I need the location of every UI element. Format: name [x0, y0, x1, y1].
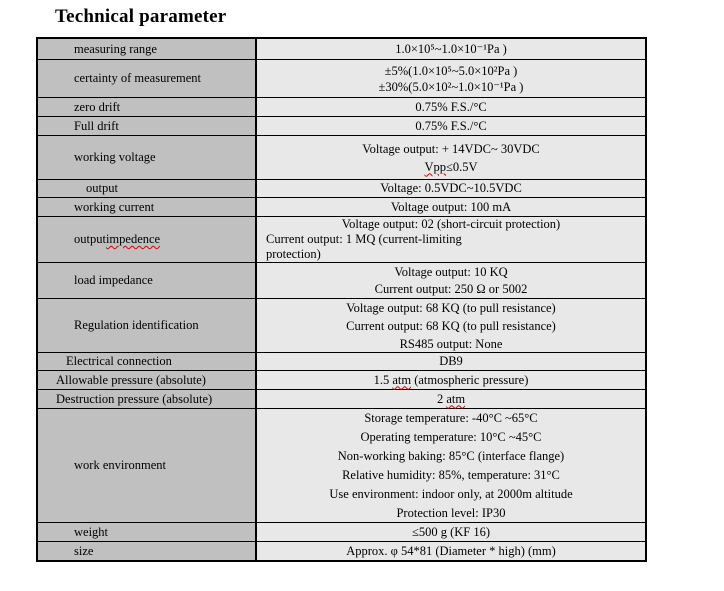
- table-row: [38, 59, 645, 97]
- table-row: [38, 216, 645, 262]
- value-line: 1.0×10⁵~1.0×10⁻¹Pa ): [395, 41, 507, 56]
- value-line: Voltage output: 68 KQ (to pull resistance): [346, 300, 556, 315]
- table-row: [38, 389, 645, 408]
- value-line: 2 atm: [436, 391, 466, 406]
- value-line: Current output: 250 Ω or 5002: [374, 281, 528, 296]
- table-row: [38, 179, 645, 197]
- parameter-value-cell: [257, 60, 645, 97]
- value-line: ±5%(1.0×10⁵~5.0×10²Pa ): [384, 63, 518, 78]
- value-line: Relative humidity: 85%, temperature: 31°C: [342, 467, 560, 482]
- table-row: [38, 352, 645, 370]
- value-line: Use environment: indoor only, at 2000m altitude: [329, 486, 573, 501]
- parameter-value-cell: [257, 180, 645, 197]
- value-line: RS485 output: None: [399, 336, 503, 351]
- value-line: ±30%(5.0×10²~1.0×10⁻¹Pa ): [378, 79, 524, 94]
- value-line: Approx. φ 54*81 (Diameter * high) (mm): [346, 543, 556, 558]
- value-line: Protection level: IP30: [396, 505, 506, 520]
- parameter-value-cell: [257, 39, 645, 59]
- value-line: Voltage output: 02 (short-circuit protection): [341, 217, 561, 231]
- value-line: 0.75% F.S./°C: [415, 118, 487, 133]
- parameter-value-cell: [257, 217, 645, 262]
- value-line: Non-working baking: 85°C (interface flange): [337, 448, 565, 463]
- parameter-name-cell: weight: [38, 523, 257, 541]
- parameter-name-cell: measuring range: [38, 39, 257, 59]
- spellcheck-underline: impedence: [105, 232, 161, 246]
- table-row: [38, 262, 645, 298]
- parameter-value-cell: [257, 353, 645, 370]
- value-line: DB9: [439, 354, 463, 368]
- spellcheck-underline: atm: [446, 391, 466, 406]
- parameter-name-cell: Regulation identification: [38, 299, 257, 352]
- parameter-name-cell: working current: [38, 198, 257, 216]
- value-line: Storage temperature: -40°C ~65°C: [364, 410, 538, 425]
- parameter-value-cell: [257, 136, 645, 179]
- parameter-name-cell: working voltage: [38, 136, 257, 179]
- parameter-value-cell: [257, 117, 645, 135]
- value-line: 1.5 atm (atmospheric pressure): [373, 372, 529, 387]
- value-line: Voltage output: + 14VDC~ 30VDC: [362, 141, 540, 156]
- parameter-value-cell: [257, 299, 645, 352]
- value-line: Current output: 1 MQ (current-limiting: [266, 232, 462, 246]
- value-line: Current output: 68 KQ (to pull resistance): [346, 318, 556, 333]
- parameter-name-cell: Destruction pressure (absolute): [38, 390, 257, 408]
- parameter-value-cell: [257, 263, 645, 298]
- parameter-name-cell: load impedance: [38, 263, 257, 298]
- parameter-name-cell: work environment: [38, 409, 257, 522]
- parameter-value-cell: [257, 390, 645, 408]
- parameter-name-cell: zero drift: [38, 98, 257, 116]
- parameter-name-cell: Allowable pressure (absolute): [38, 371, 257, 389]
- parameter-value-cell: [257, 198, 645, 216]
- parameter-name-cell: size: [38, 542, 257, 560]
- parameter-name-cell: certainty of measurement: [38, 60, 257, 97]
- table-row: [38, 370, 645, 389]
- table-row: [38, 408, 645, 522]
- value-line: ≤500 g (KF 16): [411, 524, 491, 539]
- parameter-name-cell: Electrical connection: [38, 353, 257, 370]
- technical-parameter-table: [36, 37, 647, 562]
- value-line: Vpp≤0.5V: [424, 159, 478, 174]
- value-line: Voltage output: 100 mA: [390, 199, 512, 214]
- page-title: Technical parameter: [55, 6, 227, 27]
- parameter-name-cell: Full drift: [38, 117, 257, 135]
- value-line: Voltage: 0.5VDC~10.5VDC: [380, 181, 522, 195]
- parameter-value-cell: [257, 98, 645, 116]
- table-row: [38, 97, 645, 116]
- value-line: Operating temperature: 10°C ~45°C: [360, 429, 542, 444]
- table-row: [38, 135, 645, 179]
- parameter-name-cell: output: [38, 180, 257, 197]
- parameter-value-cell: [257, 542, 645, 560]
- table-row: [38, 116, 645, 135]
- value-line: 0.75% F.S./°C: [415, 99, 487, 114]
- table-row: [38, 541, 645, 560]
- parameter-value-cell: [257, 409, 645, 522]
- parameter-name-cell: output impedence: [38, 217, 257, 262]
- table-row: [38, 522, 645, 541]
- table-row: [38, 197, 645, 216]
- spellcheck-underline: atm: [392, 372, 412, 387]
- value-line: protection): [266, 247, 321, 261]
- parameter-value-cell: [257, 523, 645, 541]
- table-row: [38, 39, 645, 59]
- spellcheck-underline: Vpp: [424, 159, 446, 174]
- parameter-value-cell: [257, 371, 645, 389]
- value-line: Voltage output: 10 KQ: [394, 264, 508, 279]
- table-row: [38, 298, 645, 352]
